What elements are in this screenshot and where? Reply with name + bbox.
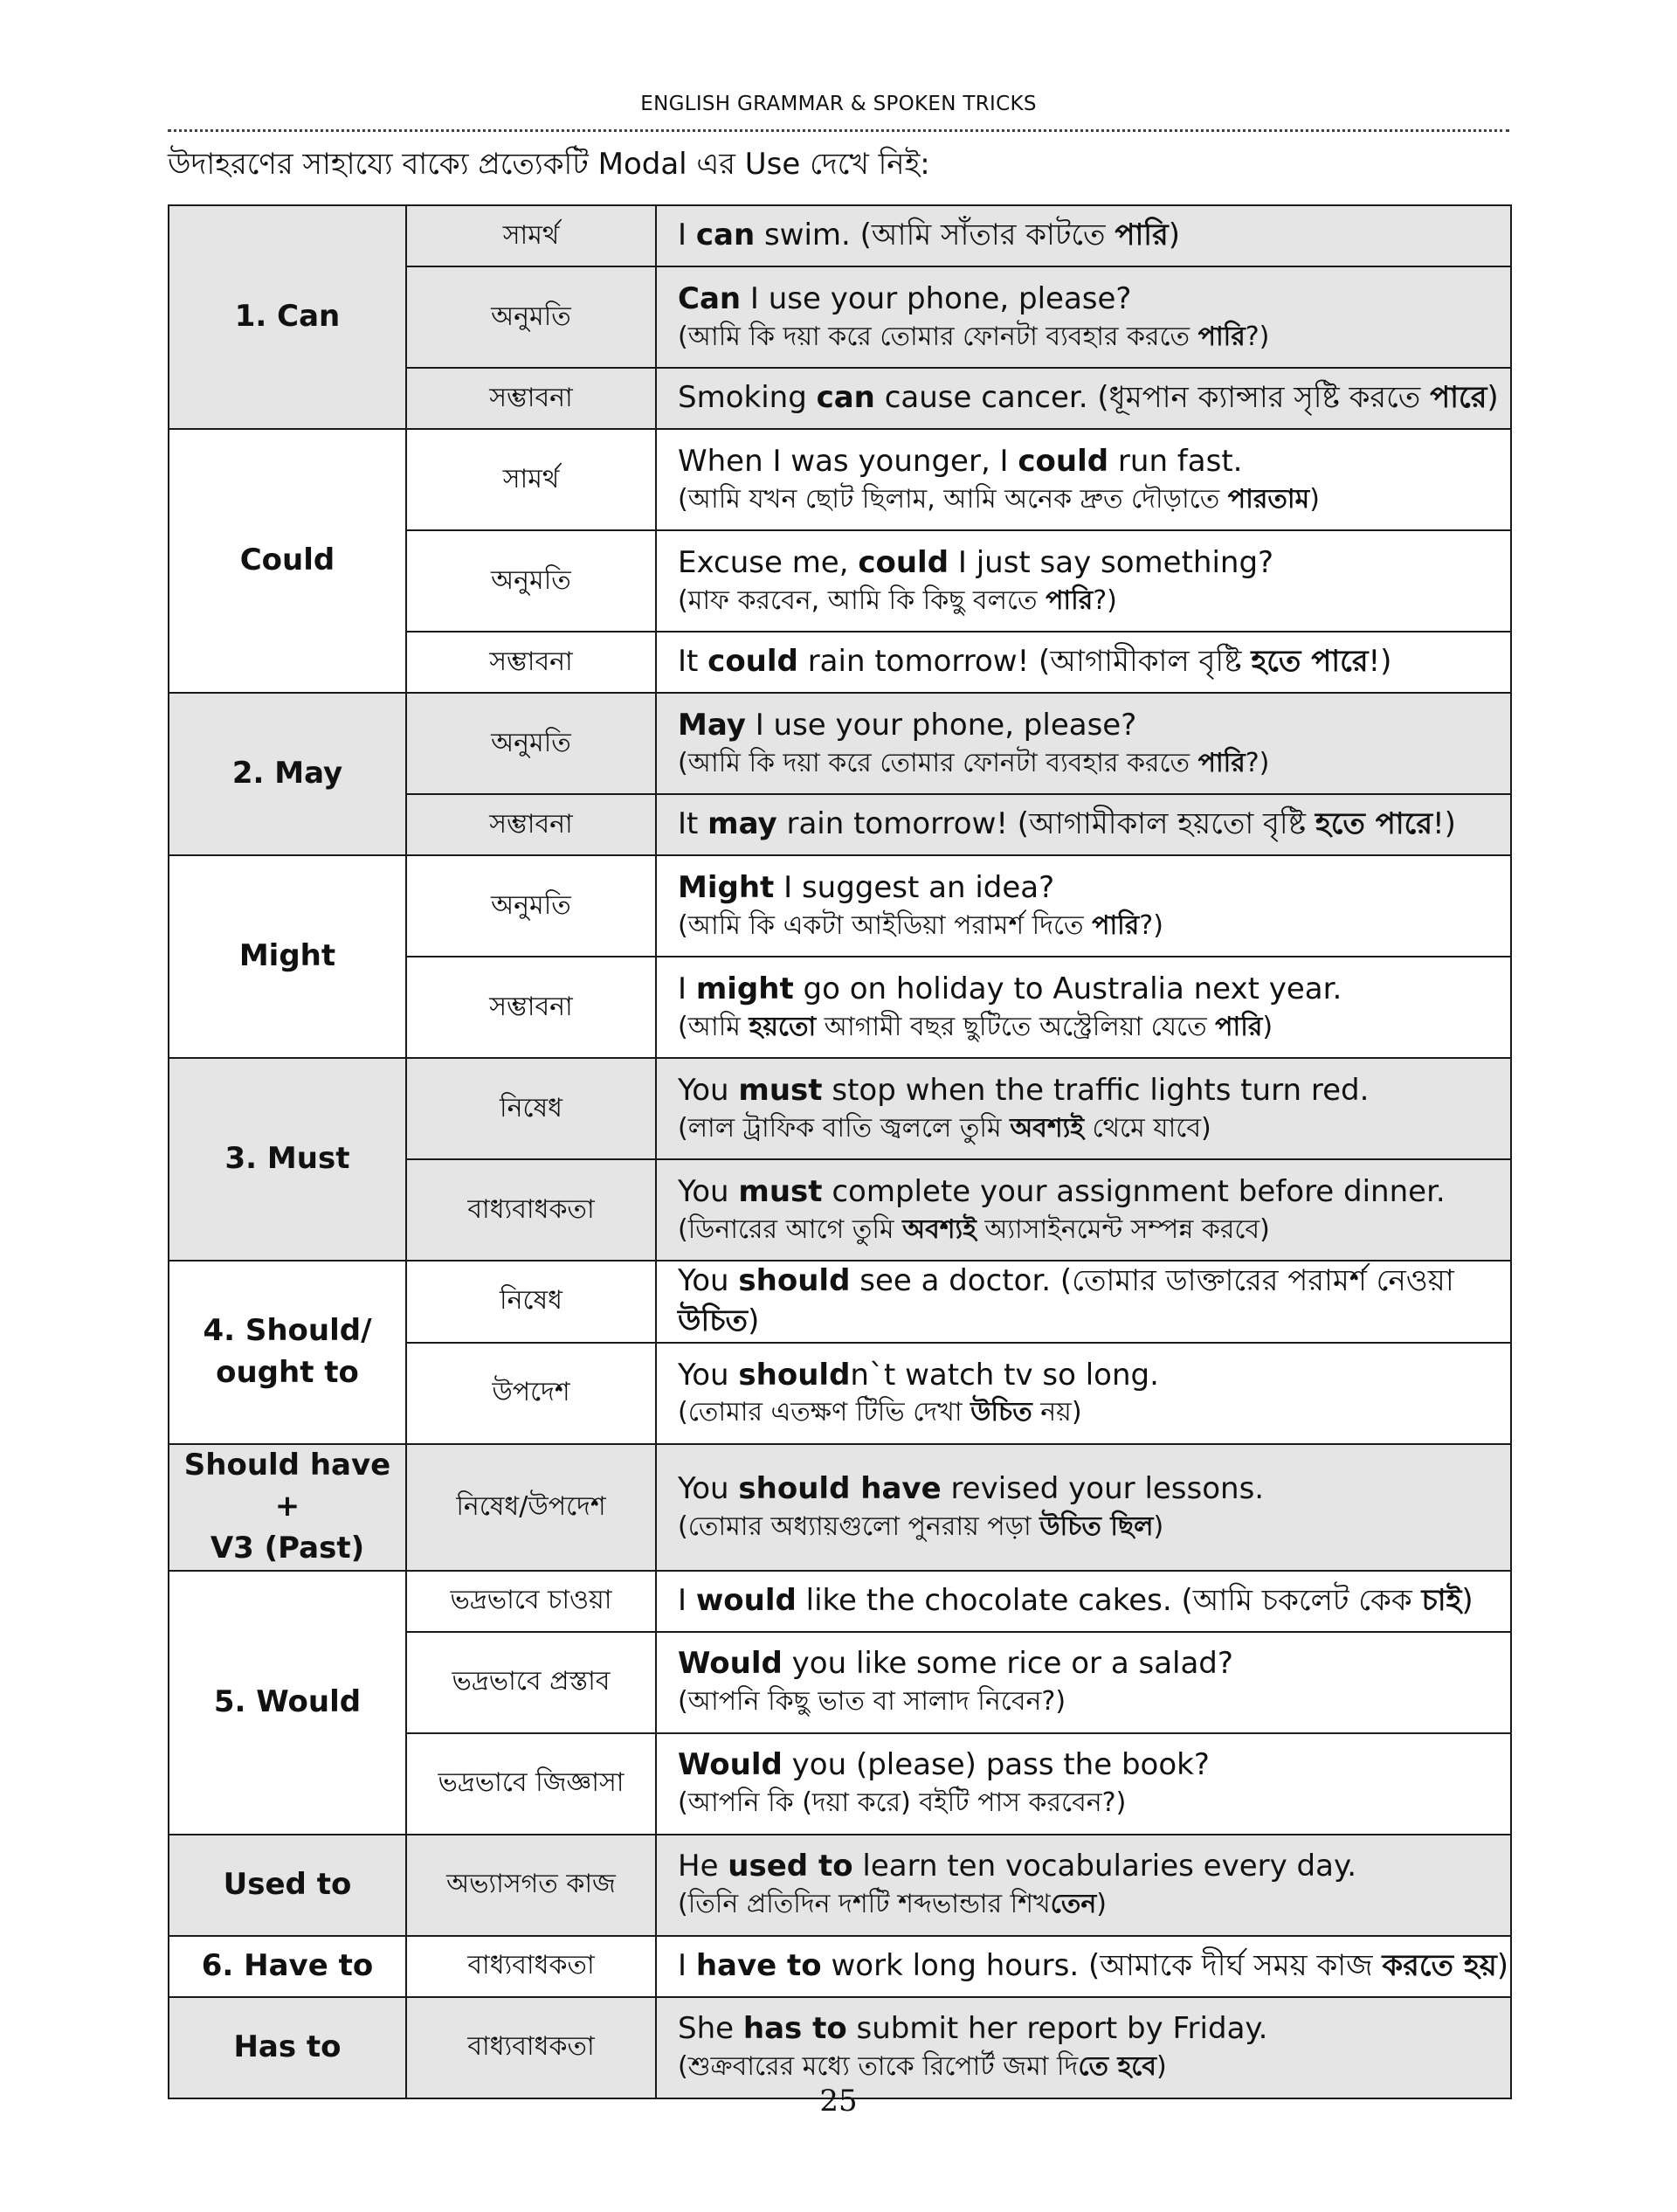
text-run: (আমি কি একটা আইডিয়া পরামর্শ দিতে [678, 909, 1093, 941]
example-sentence [678, 706, 1510, 746]
modal-name-cell: Has to [169, 1997, 406, 2098]
use-cell: অনুমতি [406, 266, 656, 368]
text-run: stop when the traffic lights turn red. [822, 1072, 1370, 1108]
example-sentence [678, 642, 1510, 682]
use-cell: নিষেধ [406, 1261, 656, 1343]
bold-run: পারি [1197, 747, 1246, 778]
example-translation [678, 482, 1510, 518]
text-run: When I was younger, I [678, 443, 1018, 479]
example-cell [656, 1343, 1511, 1444]
use-cell: বাধ্যবাধকতা [406, 1159, 656, 1261]
text-run: He [678, 1849, 728, 1884]
text-run: see a doctor. (তোমার ডাক্তারের পরামর্শ নেওয়া [850, 1263, 1454, 1298]
example-translation [678, 1010, 1510, 1046]
use-cell: ভদ্রভাবে প্রস্তাব [406, 1632, 656, 1733]
table-row [169, 1058, 1511, 1159]
text-run: (আমি [678, 1011, 749, 1042]
text-run: You [678, 1470, 739, 1506]
text-run: You [678, 1357, 739, 1393]
example-sentence [678, 1644, 1510, 1684]
text-run: cause cancer. (ধূমপান ক্যান্সার সৃষ্টি করতে [874, 380, 1431, 416]
modal-name-cell: 6. Have to [169, 1936, 406, 1997]
text-run: থেমে যাবে) [1083, 1112, 1211, 1144]
text-run: (তিনি প্রতিদিন দশটি শব্দভান্ডার শিখ [678, 1889, 1051, 1920]
text-run: Excuse me, [678, 544, 859, 580]
bold-run: could [1018, 443, 1109, 479]
bold-run: উচিত ছিল [1039, 1510, 1154, 1542]
use-cell: নিষেধ/উপদেশ [406, 1444, 656, 1571]
example-sentence [678, 2009, 1510, 2050]
example-sentence [678, 280, 1510, 320]
text-run: run fast. [1108, 443, 1243, 479]
example-sentence [678, 1946, 1510, 1987]
bold-run: must [738, 1173, 823, 1209]
bold-run: হয়তো [749, 1011, 817, 1042]
modal-name-cell: 2. May [169, 693, 406, 855]
text-run: you like some rice or a salad? [782, 1646, 1233, 1682]
example-cell [656, 205, 1511, 266]
modal-table-body [169, 205, 1511, 2098]
text-run: I [678, 1582, 696, 1618]
bold-run: অবশ্যই [1010, 1112, 1084, 1144]
example-translation [678, 1786, 1510, 1821]
text-run: ?) [1139, 909, 1163, 941]
text-run: ?) [1245, 747, 1270, 778]
text-run: (আপনি কি (দয়া করে) বইটি পাস করবেন?) [678, 1787, 1127, 1819]
modal-name-cell: Used to [169, 1835, 406, 1936]
bold-run: পারি [1092, 909, 1140, 941]
text-run: (শুক্রবারের মধ্যে তাকে রিপোর্ট জমা দি [678, 2051, 1079, 2083]
text-run: ) [1262, 1011, 1273, 1042]
bold-run: May [678, 707, 746, 743]
bold-run: পারি [1046, 584, 1094, 616]
example-cell [656, 957, 1511, 1058]
text-run: (আমি কি দয়া করে তোমার ফোনটা ব্যবহার করতে [678, 747, 1198, 778]
example-cell [656, 429, 1511, 530]
use-cell: সামর্থ [406, 429, 656, 530]
bold-run: can [695, 218, 756, 253]
example-sentence [678, 1847, 1510, 1887]
text-run: I use your phone, please? [745, 707, 1137, 743]
table-row [169, 1835, 1511, 1936]
table-row [169, 429, 1511, 530]
text-run: ?) [1245, 321, 1270, 352]
example-translation [678, 909, 1510, 944]
use-cell: ভদ্রভাবে জিজ্ঞাসা [406, 1733, 656, 1835]
modal-name-cell: 4. Should/ ought to [169, 1261, 406, 1444]
example-sentence [678, 543, 1510, 584]
bold-run: should [738, 1263, 851, 1298]
text-run: ) [1496, 1947, 1508, 1983]
text-run: complete your assignment before dinner. [822, 1173, 1446, 1209]
text-run: ) [1153, 1510, 1164, 1542]
bold-run: করতে হয় [1382, 1947, 1497, 1983]
example-cell [656, 1936, 1511, 1997]
example-sentence [678, 868, 1510, 909]
bold-run: might [695, 971, 794, 1006]
text-run: (মাফ করবেন, আমি কি কিছু বলতে [678, 584, 1046, 616]
table-row [169, 1261, 1511, 1343]
example-translation [678, 746, 1510, 782]
text-run: like the chocolate cakes. (আমি চকলেট কেক [796, 1582, 1422, 1618]
example-cell [656, 1835, 1511, 1936]
bold-run: must [738, 1072, 823, 1108]
bold-run: may [707, 806, 777, 842]
bold-run: have to [695, 1947, 822, 1983]
text-run: It [678, 644, 708, 680]
bold-run: তেন [1050, 1889, 1097, 1920]
example-sentence [678, 1071, 1510, 1111]
bold-run: পারি [1215, 1011, 1263, 1042]
table-row [169, 1571, 1511, 1632]
example-cell [656, 368, 1511, 429]
example-sentence [678, 1469, 1510, 1510]
page-number: 25 [819, 2084, 858, 2119]
example-cell [656, 632, 1511, 693]
example-sentence [678, 1581, 1510, 1621]
example-sentence [678, 805, 1510, 845]
use-cell: সম্ভাবনা [406, 368, 656, 429]
text-run: (আমি যখন ছোট ছিলাম, আমি অনেক দ্রুত দৌড়াতে [678, 483, 1228, 515]
example-sentence [678, 216, 1510, 256]
text-run: It [678, 806, 708, 842]
example-sentence [678, 1356, 1510, 1396]
text-run: revised your lessons. [941, 1470, 1265, 1506]
bold-run: should have [738, 1470, 942, 1506]
example-sentence [678, 1745, 1510, 1786]
use-cell: অনুমতি [406, 855, 656, 957]
modal-name-cell: Should have + V3 (Past) [169, 1444, 406, 1571]
text-run: (ডিনারের আগে তুমি [678, 1213, 903, 1245]
bold-run: could [707, 644, 798, 680]
text-run: rain tomorrow! (আগামীকাল হয়তো বৃষ্টি [776, 806, 1315, 842]
text-run: you (please) pass the book? [782, 1747, 1210, 1783]
example-cell [656, 1733, 1511, 1835]
bold-run: পারি [1197, 321, 1246, 352]
bold-run: পারি [1115, 218, 1169, 253]
use-cell: বাধ্যবাধকতা [406, 1997, 656, 2098]
use-cell: উপদেশ [406, 1343, 656, 1444]
modal-usage-table [168, 204, 1512, 2099]
bold-run: Would [678, 1646, 783, 1682]
text-run: ) [1156, 2051, 1167, 2083]
text-run: I use your phone, please? [741, 280, 1132, 316]
table-row [169, 693, 1511, 794]
running-header: ENGLISH GRAMMAR & SPOKEN TRICKS [640, 93, 1037, 115]
example-translation [678, 320, 1510, 356]
bold-run: তে হবে [1078, 2051, 1156, 2083]
text-run: (আপনি কিছু ভাত বা সালাদ নিবেন?) [678, 1686, 1066, 1718]
example-translation [678, 1510, 1510, 1545]
bold-run: উচিত [678, 1303, 749, 1338]
intro-line: উদাহরণের সাহায্যে বাক্যে প্রত্যেকটি Modal এর Use দেখে নিই: [168, 147, 930, 182]
text-run: You [678, 1173, 739, 1209]
modal-name-cell: 1. Can [169, 205, 406, 429]
use-cell: অনুমতি [406, 693, 656, 794]
text-run: swim. (আমি সাঁতার কাটতে [755, 218, 1115, 253]
bold-run: would [695, 1582, 797, 1618]
example-cell [656, 1571, 1511, 1632]
text-run: n`t watch tv so long. [850, 1357, 1159, 1393]
example-cell [656, 1632, 1511, 1733]
bold-run: Might [678, 869, 775, 905]
example-translation [678, 1887, 1510, 1923]
bold-run: Would [678, 1747, 783, 1783]
text-run: নয়) [1032, 1397, 1082, 1428]
header-divider [168, 129, 1509, 132]
example-cell [656, 794, 1511, 855]
modal-name-cell: Might [169, 855, 406, 1058]
text-run: You [678, 1072, 739, 1108]
example-cell [656, 1261, 1511, 1343]
example-translation [678, 584, 1510, 619]
table-row [169, 855, 1511, 957]
text-run: rain tomorrow! (আগামীকাল বৃষ্টি [797, 644, 1252, 680]
bold-run: used to [728, 1849, 853, 1884]
text-run: !) [1368, 644, 1392, 680]
bold-run: অবশ্যই [902, 1213, 977, 1245]
text-run: !) [1432, 806, 1456, 842]
text-run: ) [748, 1303, 760, 1338]
text-run: I suggest an idea? [774, 869, 1055, 905]
text-run: submit her report by Friday. [846, 2011, 1268, 2047]
example-sentence [678, 970, 1510, 1010]
text-run: I [678, 971, 696, 1006]
bold-run: হতে পারে [1315, 806, 1433, 842]
text-run: I [678, 218, 696, 253]
table-row [169, 205, 1511, 266]
use-cell: সামর্থ [406, 205, 656, 266]
table-row [169, 1444, 1511, 1571]
text-run: (লাল ট্রাফিক বাতি জ্বললে তুমি [678, 1112, 1011, 1144]
text-run: অ্যাসাইনমেন্ট সম্পন্ন করবে) [976, 1213, 1270, 1245]
bold-run: পারতাম [1227, 483, 1310, 515]
bold-run: Can [678, 280, 742, 316]
text-run: ) [1309, 483, 1320, 515]
text-run: She [678, 2011, 743, 2047]
use-cell: নিষেধ [406, 1058, 656, 1159]
bold-run: চাই [1421, 1582, 1462, 1618]
text-run: (তোমার এতক্ষণ টিভি দেখা [678, 1397, 971, 1428]
example-cell [656, 693, 1511, 794]
bold-run: can [816, 380, 875, 416]
modal-name-cell: Could [169, 429, 406, 693]
text-run: Smoking [678, 380, 817, 416]
example-sentence [678, 1262, 1510, 1342]
text-run: ) [1096, 1889, 1107, 1920]
bold-run: has to [742, 2011, 847, 2047]
example-cell [656, 1058, 1511, 1159]
modal-name-cell: 5. Would [169, 1571, 406, 1835]
text-run: (আমি কি দয়া করে তোমার ফোনটা ব্যবহার করতে [678, 321, 1198, 352]
example-translation [678, 1684, 1510, 1720]
text-run: ) [1461, 1582, 1473, 1618]
text-run: I just say something? [949, 544, 1274, 580]
bold-run: পারে [1430, 380, 1487, 416]
use-cell: অভ্যাসগত কাজ [406, 1835, 656, 1936]
modal-name-cell: 3. Must [169, 1058, 406, 1261]
text-run: go on holiday to Australia next year. [793, 971, 1342, 1006]
text-run: আগামী বছর ছুটিতে অস্ট্রেলিয়া যেতে [816, 1011, 1216, 1042]
bold-run: হতে পারে [1251, 644, 1369, 680]
text-run: I [678, 1947, 696, 1983]
text-run: (তোমার অধ্যায়গুলো পুনরায় পড়া [678, 1510, 1040, 1542]
example-sentence [678, 378, 1510, 418]
use-cell: অনুমতি [406, 530, 656, 632]
example-cell [656, 530, 1511, 632]
example-translation [678, 1395, 1510, 1431]
example-translation [678, 1111, 1510, 1147]
text-run: You [678, 1263, 739, 1298]
use-cell: সম্ভাবনা [406, 957, 656, 1058]
text-run: ) [1168, 218, 1180, 253]
example-sentence [678, 1172, 1510, 1213]
text-run: ) [1487, 380, 1499, 416]
example-cell [656, 1159, 1511, 1261]
use-cell: সম্ভাবনা [406, 794, 656, 855]
use-cell: বাধ্যবাধকতা [406, 1936, 656, 1997]
bold-run: should [738, 1357, 851, 1393]
example-translation [678, 1213, 1510, 1248]
use-cell: সম্ভাবনা [406, 632, 656, 693]
use-cell: ভদ্রভাবে চাওয়া [406, 1571, 656, 1632]
example-sentence [678, 442, 1510, 482]
table-row [169, 1936, 1511, 1997]
bold-run: could [858, 544, 949, 580]
example-cell [656, 1444, 1511, 1571]
bold-run: উচিত [970, 1397, 1032, 1428]
text-run: work long hours. (আমাকে দীর্ঘ সময় কাজ [821, 1947, 1383, 1983]
example-cell [656, 266, 1511, 368]
text-run: learn ten vocabularies every day. [852, 1849, 1357, 1884]
example-cell [656, 855, 1511, 957]
example-translation [678, 2050, 1510, 2085]
text-run: ?) [1093, 584, 1117, 616]
